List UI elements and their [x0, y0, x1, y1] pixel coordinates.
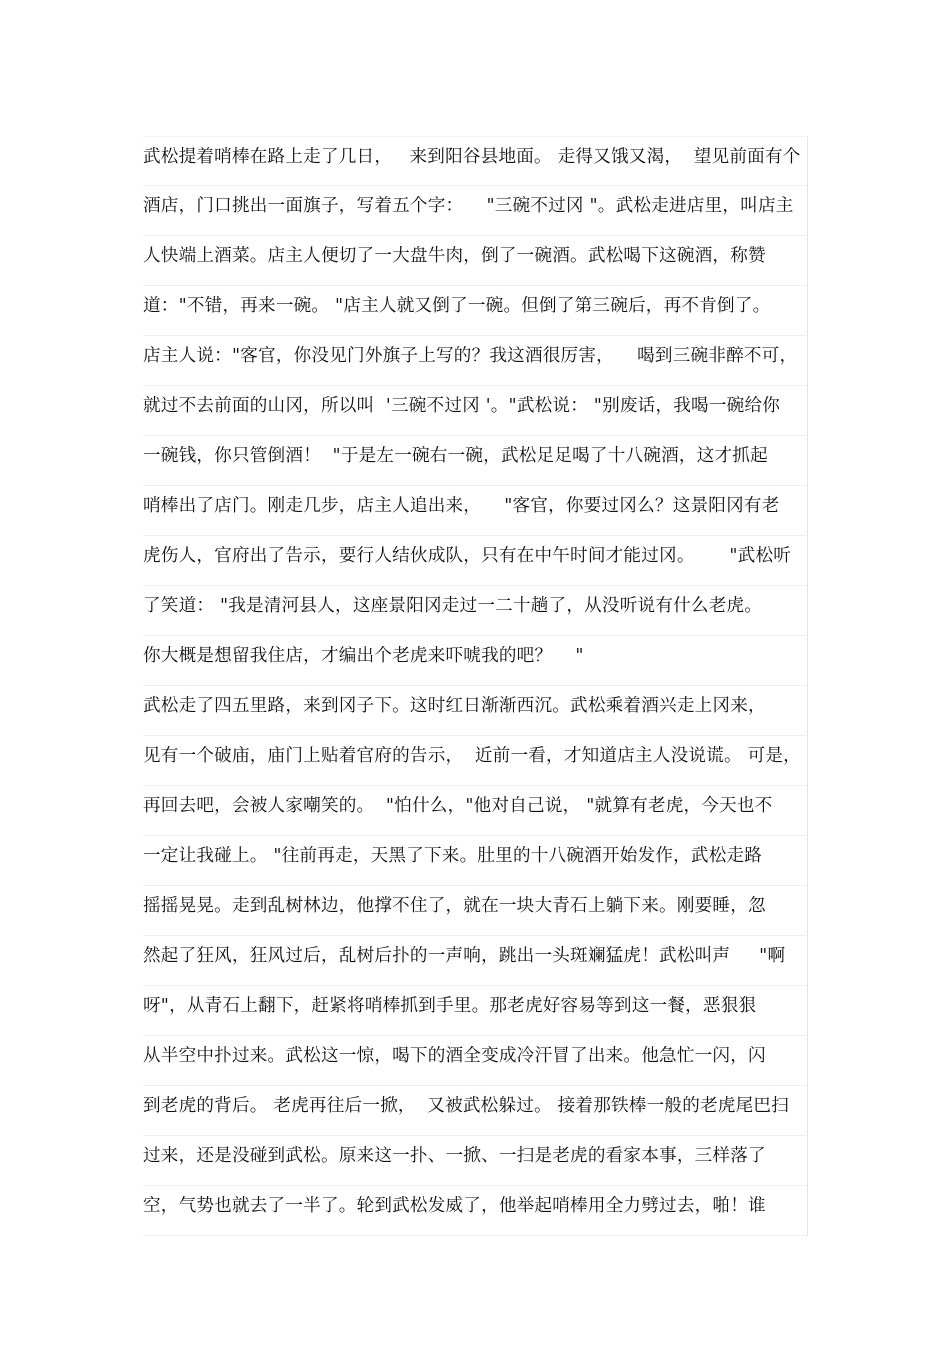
text-line: 过来，还是没碰到武松。原来这一扑、一掀、一扫是老虎的看家本事，三样落了 [143, 1136, 808, 1186]
text-line: 摇摇晃晃。走到乱树林边，他撑不住了，就在一块大青石上躺下来。刚要睡，忽 [143, 886, 808, 936]
text-line: 从半空中扑过来。武松这一惊，喝下的酒全变成冷汗冒了出来。他急忙一闪，闪 [143, 1036, 808, 1086]
text-line: 虎伤人，官府出了告示，要行人结伙成队，只有在中午时间才能过冈。 "武松听 [143, 536, 808, 586]
text-line: 店主人说："客官，你没见门外旗子上写的？我这酒很厉害， 喝到三碗非醉不可， [143, 336, 808, 386]
story-text-block [143, 136, 808, 1236]
text-line: 道："不错，再来一碗。 "店主人就又倒了一碗。但倒了第三碗后，再不肯倒了。 [143, 286, 808, 336]
text-line: 再回去吧，会被人家嘲笑的。 "怕什么，"他对自己说， "就算有老虎，今天也不 [143, 786, 808, 836]
text-line: 一定让我碰上。 "往前再走，天黑了下来。肚里的十八碗酒开始发作，武松走路 [143, 836, 808, 886]
text-line: 了笑道： "我是清河县人，这座景阳冈走过一二十趟了，从没听说有什么老虎。 [143, 586, 808, 636]
text-line: 酒店，门口挑出一面旗子，写着五个字： "三碗不过冈 "。武松走进店里，叫店主 [143, 186, 808, 236]
text-line: 空，气势也就去了一半了。轮到武松发威了，他举起哨棒用全力劈过去，啪！谁 [143, 1186, 808, 1236]
text-line: 就过不去前面的山冈，所以叫 '三碗不过冈 '。"武松说： "别废话，我喝一碗给你 [143, 386, 808, 436]
text-line: 呀"，从青石上翻下，赶紧将哨棒抓到手里。那老虎好容易等到这一餐，恶狠狠 [143, 986, 808, 1036]
text-line: 哨棒出了店门。刚走几步，店主人追出来， "客官，你要过冈么？这景阳冈有老 [143, 486, 808, 536]
text-line: 武松走了四五里路，来到冈子下。这时红日渐渐西沉。武松乘着酒兴走上冈来， [143, 686, 808, 736]
text-line: 一碗钱，你只管倒酒！ "于是左一碗右一碗，武松足足喝了十八碗酒，这才抓起 [143, 436, 808, 486]
text-line: 你大概是想留我住店，才编出个老虎来吓唬我的吧？ " [143, 636, 808, 686]
text-line: 人快端上酒菜。店主人便切了一大盘牛肉，倒了一碗酒。武松喝下这碗酒，称赞 [143, 236, 808, 286]
text-line: 武松提着哨棒在路上走了几日， 来到阳谷县地面。 走得又饿又渴， 望见前面有个 [143, 136, 808, 186]
text-line: 到老虎的背后。 老虎再往后一掀， 又被武松躲过。 接着那铁棒一般的老虎尾巴扫 [143, 1086, 808, 1136]
text-line: 然起了狂风，狂风过后，乱树后扑的一声响，跳出一头斑斓猛虎！武松叫声 "啊 [143, 936, 808, 986]
text-line: 见有一个破庙，庙门上贴着官府的告示， 近前一看，才知道店主人没说谎。 可是， [143, 736, 808, 786]
